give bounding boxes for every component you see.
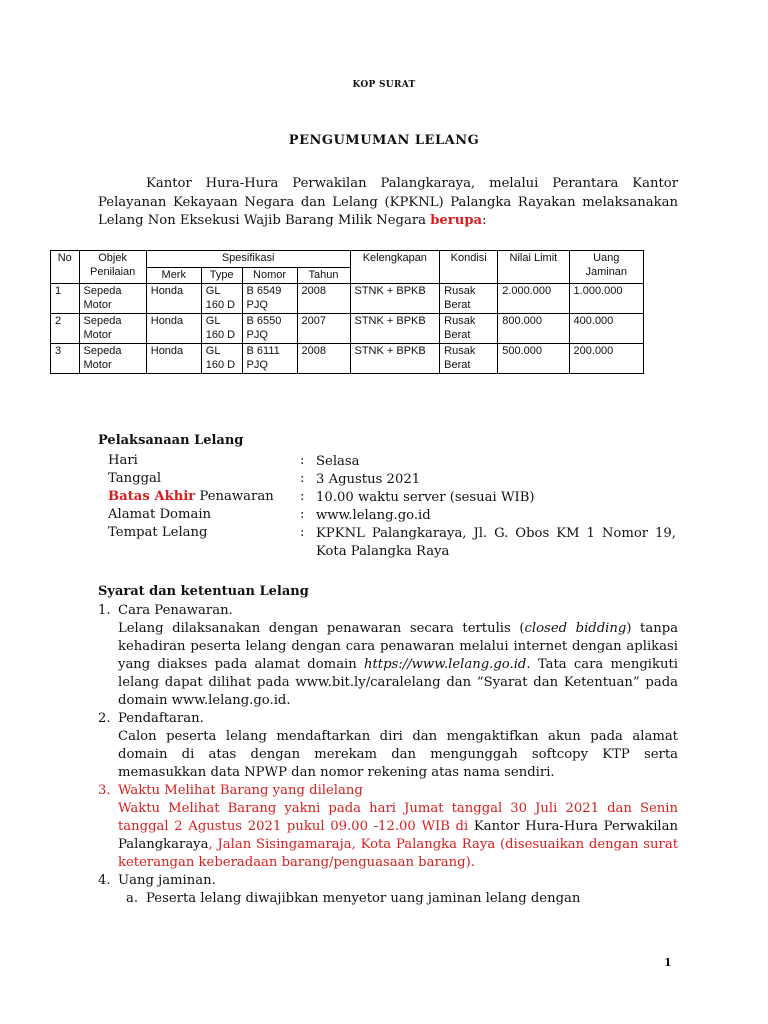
cell-type: GL 160 D	[201, 344, 242, 374]
th-kondisi: Kondisi	[440, 251, 498, 284]
cell-nomor: B 6111 PJQ	[242, 344, 297, 374]
th-objek: Objek Penilaian	[79, 251, 146, 284]
batas-label-red: Batas Akhir	[108, 489, 196, 504]
tanggal-value: 3 Agustus 2021	[316, 472, 421, 487]
text-segment: Waktu Melihat Barang yakni pada hari Jumat tanggal 30 Juli 2021 dan Senin tanggal 2 Agustus 2021 pukul 09.00 -12.00 WIB di	[118, 801, 678, 834]
item-table	[50, 250, 644, 374]
cell-no: 2	[51, 314, 80, 344]
item-number: 3.	[98, 783, 111, 798]
syarat-title: Syarat dan ketentuan Lelang	[98, 584, 309, 599]
th-uang: Uang Jaminan	[569, 251, 643, 284]
text-segment: Kantor Hura-Hura Perwakilan Palangkaraya	[118, 819, 678, 852]
page-number: 1	[664, 956, 672, 969]
text-segment: Lelang dilaksanakan dengan penawaran secara tertulis (	[118, 621, 525, 636]
th-nomor: Nomor	[242, 267, 297, 284]
hari-label: Hari	[108, 453, 138, 468]
intro-text: Kantor Hura-Hura Perwakilan Palangkaraya, melalui Perantara Kantor Pelayanan Kekayaan Negara dan Lelang (KPKNL) Palangka Rayakan melaksanakan Lelang Non Eksekusi Wajib Barang Milik Negara	[98, 176, 678, 228]
tanggal-label: Tanggal	[108, 471, 162, 486]
cell-kelengkapan: STNK + BPKB	[350, 284, 440, 314]
cell-kondisi: Rusak Berat	[440, 344, 498, 374]
tempat-label: Tempat Lelang	[108, 525, 208, 540]
cell-type: GL 160 D	[201, 314, 242, 344]
item-number: 1.	[98, 603, 111, 618]
item-number: 2.	[98, 711, 111, 726]
text-segment: ) tanpa kehadiran peserta lelang dengan cara penawaran melalui internet dengan aplikasi yang diakses pada alamat domain	[118, 621, 679, 672]
cell-tahun: 2008	[297, 344, 350, 374]
colon: :	[300, 525, 305, 540]
cell-type: GL 160 D	[201, 284, 242, 314]
item-title: Waktu Melihat Barang yang dilelang	[118, 783, 363, 798]
cell-objek: Sepeda Motor	[79, 344, 146, 374]
schedule-row-tempat	[98, 525, 688, 561]
syarat-section	[98, 583, 678, 908]
text-segment: , Jalan Sisingamaraja, Kota Palangka Raya (disesuaikan dengan surat keterangan keberadaan barang/penguasaan barang)	[118, 837, 678, 870]
list-item	[98, 710, 678, 728]
cell-uang: 1.000.000	[569, 284, 643, 314]
waktu-melihat-text	[118, 800, 678, 872]
th-type: Type	[201, 267, 242, 284]
pendaftaran-text: Calon peserta lelang mendaftarkan diri dan mengaktifkan akun pada alamat domain di atas dengan merekam dan mengunggah softcopy KTP serta memasukkan data NPWP dan nomor rekening atas nama sendiri.	[118, 729, 678, 780]
table-row	[51, 284, 644, 314]
list-item	[98, 782, 678, 800]
item-number: 4.	[98, 873, 111, 888]
cell-kelengkapan: STNK + BPKB	[350, 344, 440, 374]
pelaksanaan-title: Pelaksanaan Lelang	[98, 433, 244, 448]
th-tahun: Tahun	[297, 267, 350, 284]
th-no: No	[51, 251, 80, 284]
th-merk: Merk	[146, 267, 201, 284]
cell-nomor: B 6550 PJQ	[242, 314, 297, 344]
cell-objek: Sepeda Motor	[79, 284, 146, 314]
colon: :	[300, 471, 305, 486]
cell-uang: 200.000	[569, 344, 643, 374]
colon: :	[300, 453, 305, 468]
item-title: Cara Penawaran.	[118, 603, 233, 618]
text-segment: .	[470, 855, 475, 870]
sub-item-letter: a.	[126, 891, 139, 906]
sub-item-text: Peserta lelang diwajibkan menyetor uang jaminan lelang dengan	[146, 891, 581, 906]
cell-objek: Sepeda Motor	[79, 314, 146, 344]
document-title: PENGUMUMAN LELANG	[288, 133, 480, 148]
cell-kelengkapan: STNK + BPKB	[350, 314, 440, 344]
batas-label	[108, 489, 274, 504]
intro-end: :	[482, 213, 487, 228]
colon: :	[300, 507, 305, 522]
table-row	[51, 314, 644, 344]
cell-kondisi: Rusak Berat	[440, 314, 498, 344]
batas-label-rest: Penawaran	[195, 489, 274, 504]
batas-value: 10.00 waktu server (sesuai WIB)	[316, 490, 535, 505]
cell-tahun: 2008	[297, 284, 350, 314]
cell-nomor: B 6549 PJQ	[242, 284, 297, 314]
intro-paragraph	[98, 175, 678, 231]
cell-tahun: 2007	[297, 314, 350, 344]
cell-merk: Honda	[146, 314, 201, 344]
list-item	[98, 602, 678, 620]
cell-kondisi: Rusak Berat	[440, 284, 498, 314]
th-spesifikasi: Spesifikasi	[146, 251, 350, 268]
schedule-row-alamat	[98, 507, 688, 525]
closed-bidding: closed bidding	[524, 621, 627, 636]
tempat-value: KPKNL Palangkaraya, Jl. G. Obos KM 1 Nomor 19, Kota Palangka Raya	[316, 526, 676, 559]
cell-nilai: 2.000.000	[498, 284, 569, 314]
cell-merk: Honda	[146, 344, 201, 374]
table-row	[51, 344, 644, 374]
schedule-row-hari	[98, 453, 688, 471]
cell-merk: Honda	[146, 284, 201, 314]
cell-no: 3	[51, 344, 80, 374]
cell-nilai: 500.000	[498, 344, 569, 374]
th-nilai: Nilai Limit	[498, 251, 569, 284]
intro-highlight: berupa	[430, 213, 483, 228]
text-segment: . Tata cara mengikuti lelang dapat dilihat pada www.bit.ly/caralelang dan “Syarat dan Ketentuan” pada domain www.lelang.go.id.	[118, 657, 678, 708]
item-title: Uang jaminan.	[118, 873, 216, 888]
cara-penawaran-text	[118, 620, 678, 710]
item-title: Pendaftaran.	[118, 711, 204, 726]
cell-nilai: 800.000	[498, 314, 569, 344]
sub-list-item	[118, 890, 678, 908]
cell-uang: 400.000	[569, 314, 643, 344]
alamat-label: Alamat Domain	[108, 507, 212, 522]
lelang-url: https://www.lelang.go.id	[364, 657, 527, 672]
alamat-value: www.lelang.go.id	[316, 508, 431, 523]
cell-no: 1	[51, 284, 80, 314]
hari-value: Selasa	[316, 454, 360, 469]
th-kelengkapan: Kelengkapan	[350, 251, 440, 284]
list-item	[98, 872, 678, 890]
schedule-row-tanggal	[98, 471, 688, 489]
colon: :	[300, 489, 305, 504]
kop-surat: KOP SURAT	[352, 80, 416, 90]
pelaksanaan-section	[98, 433, 688, 561]
schedule-row-batas	[98, 489, 688, 507]
